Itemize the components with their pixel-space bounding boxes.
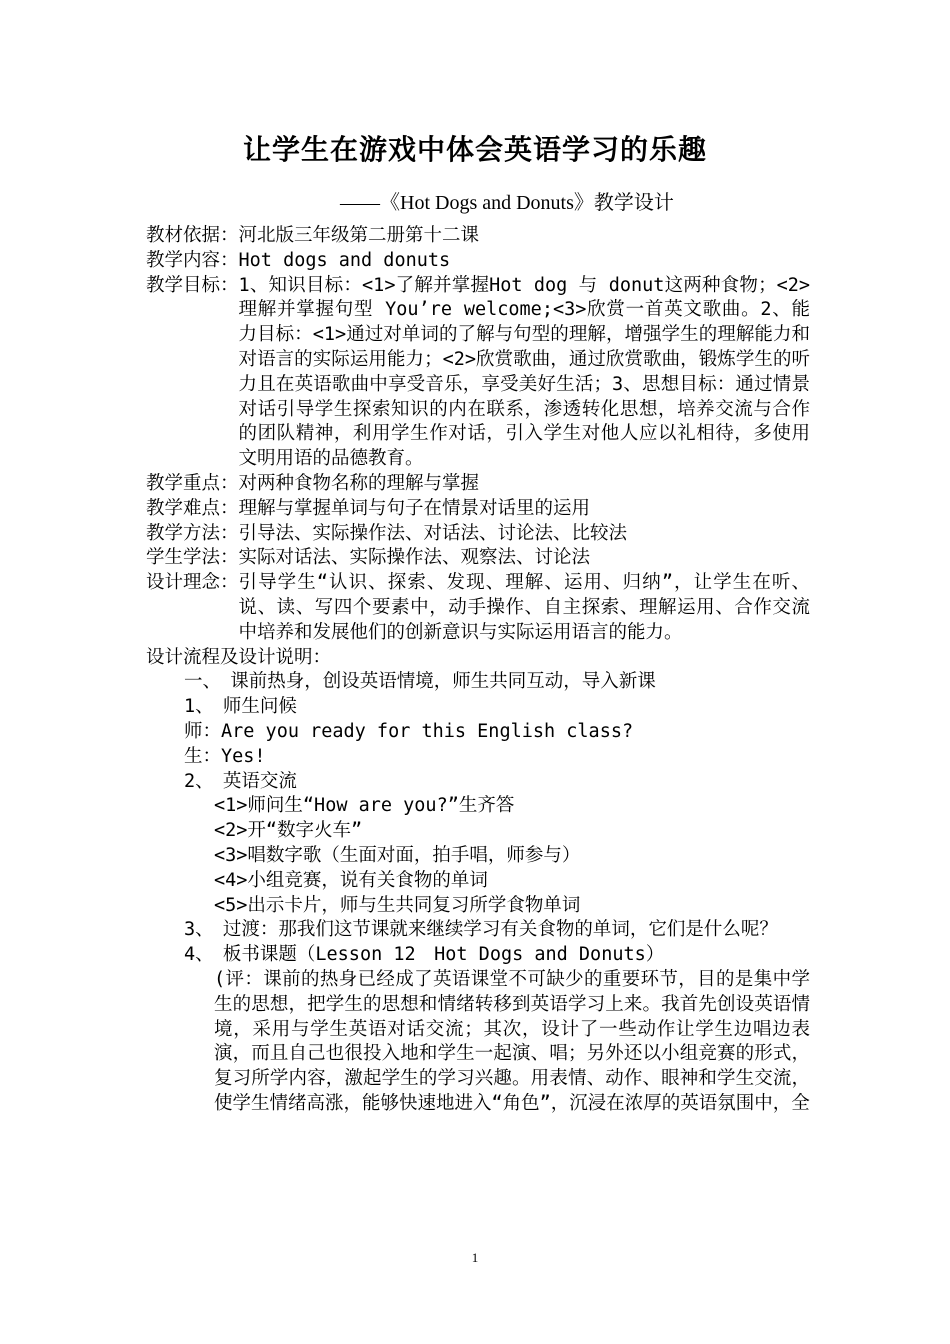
field-label: 教学目标： — [146, 274, 239, 296]
field-label: 教学内容： — [146, 249, 239, 271]
list-item: 1、 师生问候 — [184, 696, 297, 718]
field-row — [146, 274, 810, 472]
field-row — [146, 571, 810, 645]
sub-list-item: <2>开“数字火车” — [214, 820, 363, 842]
field-label: 设计理念： — [146, 572, 239, 594]
field-value: 理解与掌握单词与句子在情景对话里的运用 — [238, 497, 591, 519]
field-row — [146, 249, 810, 274]
field-label: 教学方法： — [146, 522, 239, 544]
flow-heading: 设计流程及设计说明： — [146, 646, 332, 668]
sub-list-item: <1>师问生“How are you?”生齐答 — [214, 795, 515, 817]
field-row — [146, 224, 810, 249]
dialog-line: 生：Yes! — [184, 745, 266, 767]
field-value: 对两种食物名称的理解与掌握 — [238, 472, 480, 494]
field-row — [146, 497, 810, 522]
field-label: 教学重点： — [146, 472, 239, 494]
doc-body — [146, 224, 810, 1117]
comment-paragraph: (评：课前的热身已经成了英语课堂不可缺少的重要环节，目的是集中学生的思想，把学生的思想和情绪转移到英语学习上来。我首先创设英语情境，采用与学生英语对话交流；其次，设计了一些动作让学生边唱边表演，而且自己也很投入地和学生一起演、唱；另外还以小组竞赛的形式，复习所学内容，激起学生的学习兴趣。用表情、动作、眼神和学生交流，使学生情绪高涨，能够快速地进入“角色”，沉浸在浓厚的英语氛围中，全 — [214, 968, 810, 1114]
doc-subtitle: ——《Hot Dogs and Donuts》教学设计 — [340, 192, 674, 214]
field-value: Hot dogs and donuts — [238, 249, 451, 271]
list-item: 2、 英语交流 — [184, 770, 297, 792]
section-heading: 一、 课前热身，创设英语情境，师生共同互动，导入新课 — [184, 671, 656, 693]
field-value: 引导法、实际操作法、对话法、讨论法、比较法 — [238, 522, 628, 544]
sub-list-item: <4>小组竞赛，说有关食物的单词 — [214, 869, 488, 891]
doc-title: 让学生在游戏中体会英语学习的乐趣 — [242, 133, 707, 166]
field-value: 河北版三年级第二册第十二课 — [238, 225, 480, 246]
sub-list-item: <3>唱数字歌（生面对面，拍手唱，师参与） — [214, 844, 581, 866]
field-label: 教材依据： — [146, 225, 239, 246]
dialog-line: 师：Are you ready for this English class? — [184, 720, 634, 742]
field-row — [146, 472, 810, 497]
list-item: 3、 过渡：那我们这节课就来继续学习有关食物的单词，它们是什么呢？ — [184, 919, 778, 941]
list-item: 4、 板书课题（Lesson 12 Hot Dogs and Donuts） — [184, 944, 665, 966]
field-label: 学生学法： — [146, 547, 239, 569]
field-value: 1、知识目标：<1>了解并掌握Hot dog 与 donut这两种食物；<2>理解并掌握句型 You’re welcome;<3>欣赏一首英文歌曲。2、能力目标：<1>通过对单词的了解与句型的理解，增强学生的理解能力和对语言的实际运用能力；<2>欣赏歌曲，通过欣赏歌曲，锻炼学生的听力且在英语歌曲中享受音乐，享受美好生活；3、思想目标：通过情景对话引导学生探索知识的内在联系，渗透转化思想，培养交流与合作的团队精神，利用学生作对话，引入学生对他人应以礼相待，多使用文明用语的品德教育。 — [238, 274, 810, 470]
field-value: 实际对话法、实际操作法、观察法、讨论法 — [238, 547, 591, 569]
sub-list-item: <5>出示卡片，师与生共同复习所学食物单词 — [214, 894, 581, 916]
field-row — [146, 522, 810, 547]
field-value: 引导学生“认识、探索、发现、理解、运用、归纳”，让学生在听、说、读、写四个要素中，动手操作、自主探索、理解运用、合作交流中培养和发展他们的创新意识与实际运用语言的能力。 — [238, 572, 810, 643]
page-number: 1 — [471, 1250, 479, 1265]
field-row — [146, 546, 810, 571]
field-label: 教学难点： — [146, 497, 239, 519]
